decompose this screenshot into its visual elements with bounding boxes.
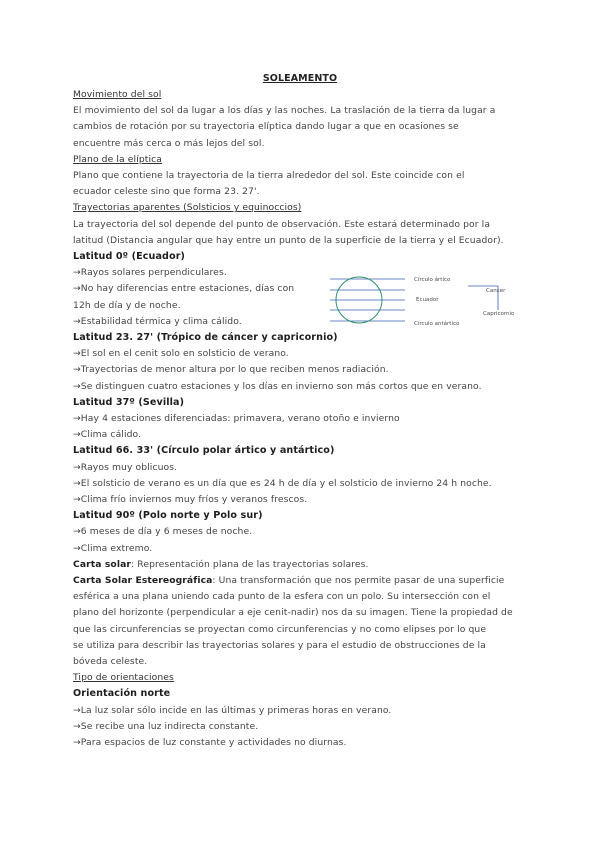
subsection-heading: Orientación norte — [73, 688, 171, 700]
text-line: →6 meses de día y 6 meses de noche. — [73, 526, 253, 538]
text-line: ecuador celeste sino que forma 23. 27'. — [73, 186, 260, 198]
text-line: →Estabilidad térmica y clima cálido. — [73, 315, 242, 327]
text-line: →La luz solar sólo incide en las últimas y primeras horas en verano. — [73, 704, 392, 716]
subsection-heading: Latitud 37º (Sevilla) — [73, 396, 185, 408]
subsection-heading: Latitud 66. 33' (Círculo polar ártico y antártico) — [73, 445, 335, 457]
text-line: 12h de día y de noche. — [73, 299, 181, 311]
label-arctic: Círculo ártico — [414, 277, 451, 283]
label-equator: Ecuador — [416, 297, 439, 303]
text-line: →Clima frío inviernos muy fríos y veranos frescos. — [73, 494, 308, 505]
section-heading: Movimiento del sol — [73, 89, 162, 100]
page-title: SOLEAMENTO — [262, 73, 338, 84]
text-line: →Para espacios de luz constante y actividades no diurnas. — [73, 737, 347, 748]
text-line: El movimiento del sol da lugar a los días y las noches. La traslación de la tierra da lugar a — [73, 105, 496, 117]
text-line: se utiliza para describir las trayectorias solares y para el estudio de obstrucciones de la — [73, 639, 486, 651]
text-line: →El sol en el cenit solo en solsticio de verano. — [73, 348, 289, 360]
text-line: →Se distinguen cuatro estaciones y los días en invierno son más cortos que en verano. — [73, 380, 482, 392]
definition-text: : Una transformación que nos permite pasar de una superficie — [212, 575, 505, 586]
label-antarctic: Círculo antártico — [414, 321, 460, 327]
label-cancer: Cancer — [486, 288, 506, 294]
text-line: →Clima extremo. — [73, 542, 153, 554]
text-line: →Hay 4 estaciones diferenciadas: primavera, verano otoño e invierno — [73, 413, 400, 424]
earth-latitude-diagram — [330, 266, 530, 334]
text-line: encuentre más cerca o más lejos del sol. — [73, 137, 265, 149]
definition-line — [73, 559, 369, 571]
section-heading: Tipo de orientaciones — [73, 672, 174, 684]
definition-text: : Representación plana de las trayectorias solares. — [131, 558, 369, 570]
subsection-heading: Latitud 0º (Ecuador) — [73, 251, 186, 262]
text-line: que las circunferencias se proyectan como circunferencias y no como elipses por lo que — [73, 623, 487, 635]
text-line: esférica a una plana uniendo cada punto de la esfera con un polo. Su intersección con el — [73, 591, 491, 603]
text-line: cambios de rotación por su trayectoria elíptica dando lugar a que en ocasiones se — [73, 121, 459, 133]
definition-term: Carta solar — [73, 558, 132, 570]
text-line: plano del horizonte (perpendicular a eje cenit-nadir) nos da su imagen. Tiene la propiedad de — [73, 607, 513, 619]
section-heading: Trayectorias aparentes (Solsticios y equinoccios) — [73, 202, 302, 214]
text-line: →Clima cálido. — [73, 429, 142, 441]
subsection-heading: Latitud 90º (Polo norte y Polo sur) — [73, 510, 263, 522]
text-line: →Rayos solares perpendiculares. — [73, 267, 227, 279]
section-heading: Plano de la elíptica — [73, 153, 163, 165]
text-line: →El solsticio de verano es un día que es 24 h de día y el solsticio de invierno 24 h noche. — [73, 477, 492, 489]
diagram-svg — [330, 266, 530, 334]
text-line: →Se recibe una luz indirecta constante. — [73, 720, 259, 732]
label-capricorn: Capricornio — [483, 311, 515, 317]
definition-line — [73, 575, 504, 587]
text-line: →Rayos muy oblicuos. — [73, 461, 178, 473]
subsection-heading: Latitud 23. 27' (Trópico de cáncer y capricornio) — [73, 332, 338, 343]
text-line: Plano que contiene la trayectoria de la tierra alrededor del sol. Este coincide con el — [73, 170, 465, 181]
text-line: →Trayectorias de menor altura por lo que reciben menos radiación. — [73, 364, 389, 376]
text-line: latitud (Distancia angular que hay entre un punto de la superficie de la tierra y el Ecuador). — [73, 234, 504, 246]
text-line: →No hay diferencias entre estaciones, días con — [73, 283, 295, 295]
definition-term: Carta Solar Estereográfica — [73, 575, 213, 586]
text-line: La trayectoria del sol depende del punto de observación. Este estará determinado por la — [73, 218, 491, 230]
text-line: bóveda celeste. — [73, 656, 148, 667]
